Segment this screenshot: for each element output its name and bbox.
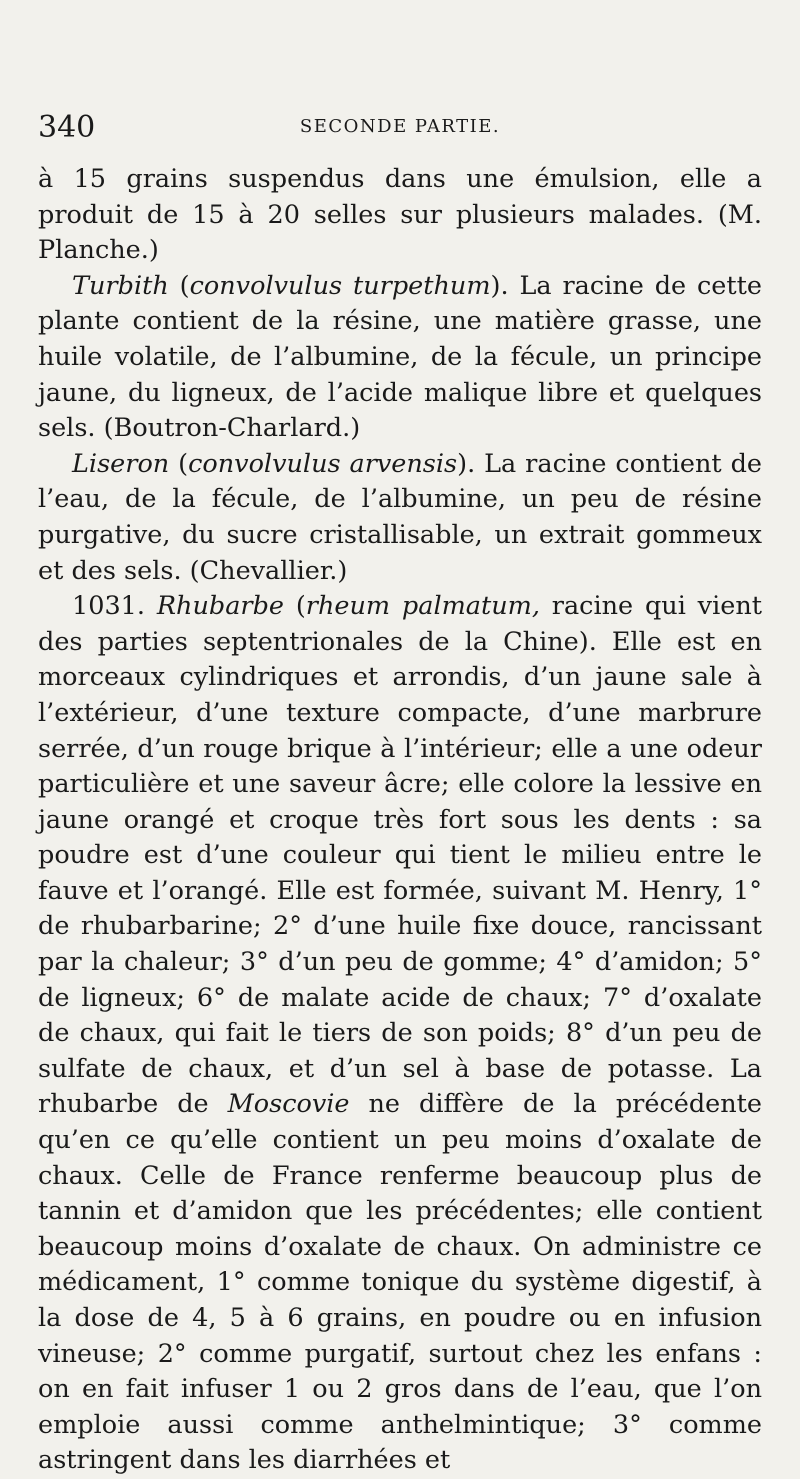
paren-open: ( [168, 270, 190, 301]
paragraph-text: ). La racine de cette plante contient de la résine, une matière grasse, une huile volatile, de l’albumine, de la fécule, un principe jaune, du ligneux, de l’acide malique libre et quelques sels. (Boutron-Charlard.) [38, 270, 762, 444]
latin-name: rheum palmatum, [305, 591, 540, 622]
place-name: Moscovie [227, 1089, 350, 1120]
paragraph-text: ). La racine contient de l’eau, de la fécule, de l’albumine, un peu de résine purgative, du sucre cristallisable, un extrait gommeux et des sels. (Chevallier.) [38, 448, 762, 586]
paragraph-text: à 15 grains suspendus dans une émulsion, elle a produit de 15 à 20 selles sur plusieurs malades. (M. Planche.) [38, 164, 762, 266]
paragraph-text: ne diffère de la précédente qu’en ce qu’elle contient un peu moins d’oxalate de chaux. Celle de France renferme beaucoup plus de tannin et d’amidon que les précédentes; elle contient beaucoup moins d’oxalate de chaux. On administre ce médicament, 1° comme tonique du système digestif, à la dose de 4, 5 à 6 grains, en poudre ou en infusion vineuse; 2° comme purgatif, surtout chez les enfans : on en fait infuser 1 ou 2 gros dans de l’eau, que l’on emploie aussi comme anthelmintique; 3° comme astringent dans les diarrhées et [38, 1089, 763, 1476]
page-number: 340 [38, 110, 96, 145]
running-head: SECONDE PARTIE. [299, 116, 501, 137]
paragraph-turbith [38, 269, 762, 447]
body-text [38, 162, 762, 1479]
paren-open: ( [169, 448, 189, 479]
section-number: 1031. [72, 591, 157, 622]
paragraph-continuation [38, 162, 762, 269]
entry-term: Liseron [72, 448, 170, 479]
latin-name: convolvulus arvensis [188, 448, 458, 479]
paragraph-text: racine qui vient des parties septentrionales de la Chine). Elle est en morceaux cylindriques et arrondis, d’un jaune sale à l’extérieur, d’une texture compacte, d’une marbrure serrée, d’un rouge brique à l’intérieur; elle a une odeur particulière et une saveur âcre; elle colore la lessive en jaune orangé et croque très fort sous les dents : sa poudre est d’une couleur qui tient le milieu entre le fauve et l’orangé. Elle est formée, suivant M. Henry, 1° de rhubarbarine; 2° d’une huile fixe douce, rancissant par la chaleur; 3° d’un peu de gomme; 4° d’amidon; 5° de ligneux; 6° de malate acide de chaux; 7° d’oxalate de chaux, qui fait le tiers de son poids; 8° d’un peu de sulfate de chaux, et d’un sel à base de potasse. La rhubarbe de [38, 591, 762, 1120]
paragraph-rhubarbe [38, 589, 762, 1479]
entry-term: Rhubarbe [156, 591, 285, 622]
paragraph-liseron [38, 447, 762, 589]
entry-term: Turbith [72, 270, 169, 301]
paren-open: ( [284, 591, 306, 622]
page-header [38, 108, 762, 156]
latin-name: convolvulus turpethum [189, 270, 491, 301]
